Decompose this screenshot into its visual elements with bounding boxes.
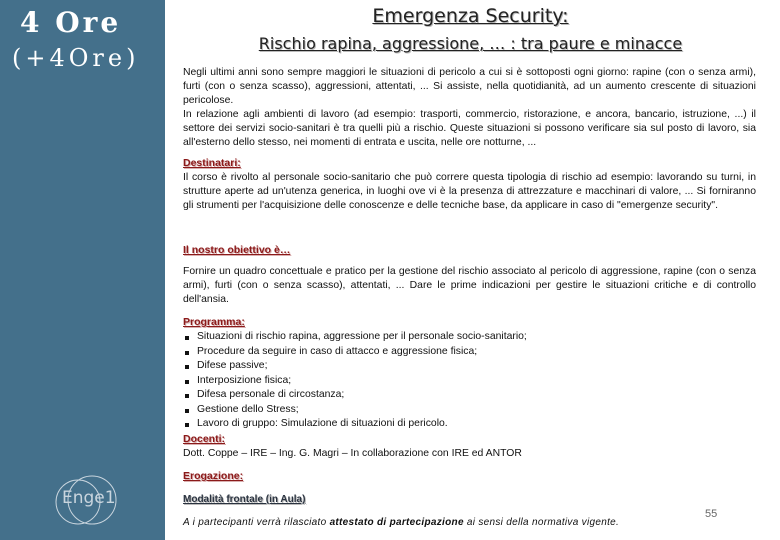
modalita-label: Modalità frontale (in Aula)	[183, 494, 306, 505]
sidebar	[0, 0, 165, 540]
erogazione-heading: Erogazione:	[183, 470, 244, 482]
list-item: Lavoro di gruppo: Simulazione di situazioni di pericolo.	[183, 417, 527, 432]
obiettivo-text: Fornire un quadro concettuale e pratico per la gestione del rischio associato al pericolo di aggressione, rapine (con o senza armi), furti (con o senza scasso), attentati, ... Dare le prime indicazioni per gestire le situazioni critiche e di controllo dell'ansia.	[183, 266, 756, 305]
duration-title: 4 Ore	[20, 6, 122, 39]
destinatari-heading: Destinatari:	[183, 157, 241, 169]
destinatari-text: Il corso è rivolto al personale socio-sanitario che può correre questa tipologia di rischio ad esempio: lavorando su turni, in strutture aperte ad un'utenza generica, in luoghi ove vi è la presenza di attrezzature e macchinari di valore, ... Si forniranno gli strumenti per l'acquisizione delle conoscenze e delle tecniche base, da applicare in caso di "emergenze security".	[183, 172, 756, 211]
intro-section	[183, 66, 756, 150]
attestato-post: ai sensi della normativa vigente.	[463, 517, 620, 528]
obiettivo-heading: Il nostro obiettivo è…	[183, 244, 291, 256]
page-title: Emergenza Security:	[372, 5, 569, 27]
list-item: Gestione dello Stress;	[183, 403, 527, 418]
docenti-heading: Docenti:	[183, 433, 225, 445]
page-number: 55	[705, 508, 718, 520]
list-item: Situazioni di rischio rapina, aggressione per il personale socio-sanitario;	[183, 330, 527, 345]
enge1-logo	[50, 472, 130, 532]
list-item: Interposizione fisica;	[183, 374, 527, 389]
page-subtitle: Rischio rapina, aggressione, … : tra paure e minacce	[258, 34, 683, 53]
list-item: Procedure da seguire in caso di attacco e aggressione fisica;	[183, 345, 527, 360]
docenti-text: Dott. Coppe – IRE – Ing. G. Magri – In collaborazione con IRE ed ANTOR	[183, 448, 522, 459]
list-item: Difese passive;	[183, 359, 527, 374]
programma-heading: Programma:	[183, 316, 245, 328]
attestato-line	[183, 517, 619, 528]
programma-list	[183, 330, 527, 432]
intro-paragraph-2: In relazione agli ambienti di lavoro (ad esempio: trasporti, commercio, ristorazione, e ancora, bancario, istruzione, ...) il settore dei servizi socio-sanitari è tra quelli più a rischio. Queste situazioni si possono verificare sia sul posto di lavoro, sia all'esterno dello stesso, nei momenti di entrata e uscita, nelle ore notturne, ...	[183, 109, 756, 148]
duration-subtitle: (+4Ore)	[12, 44, 140, 72]
list-item: Difesa personale di circostanza;	[183, 388, 527, 403]
attestato-bold: attestato di partecipazione	[329, 517, 464, 528]
attestato-pre: A i partecipanti verrà rilasciato	[183, 517, 330, 528]
logo-text: Enge1	[62, 488, 116, 508]
intro-paragraph-1: Negli ultimi anni sono sempre maggiori le situazioni di pericolo a cui si è sottoposti ogni giorno: rapine (con o senza armi), furti (con o senza scasso), aggressioni, attentati, ... Si assiste, nella quotidianità, ad un aumento crescente di situazioni pericolose.	[183, 67, 756, 106]
